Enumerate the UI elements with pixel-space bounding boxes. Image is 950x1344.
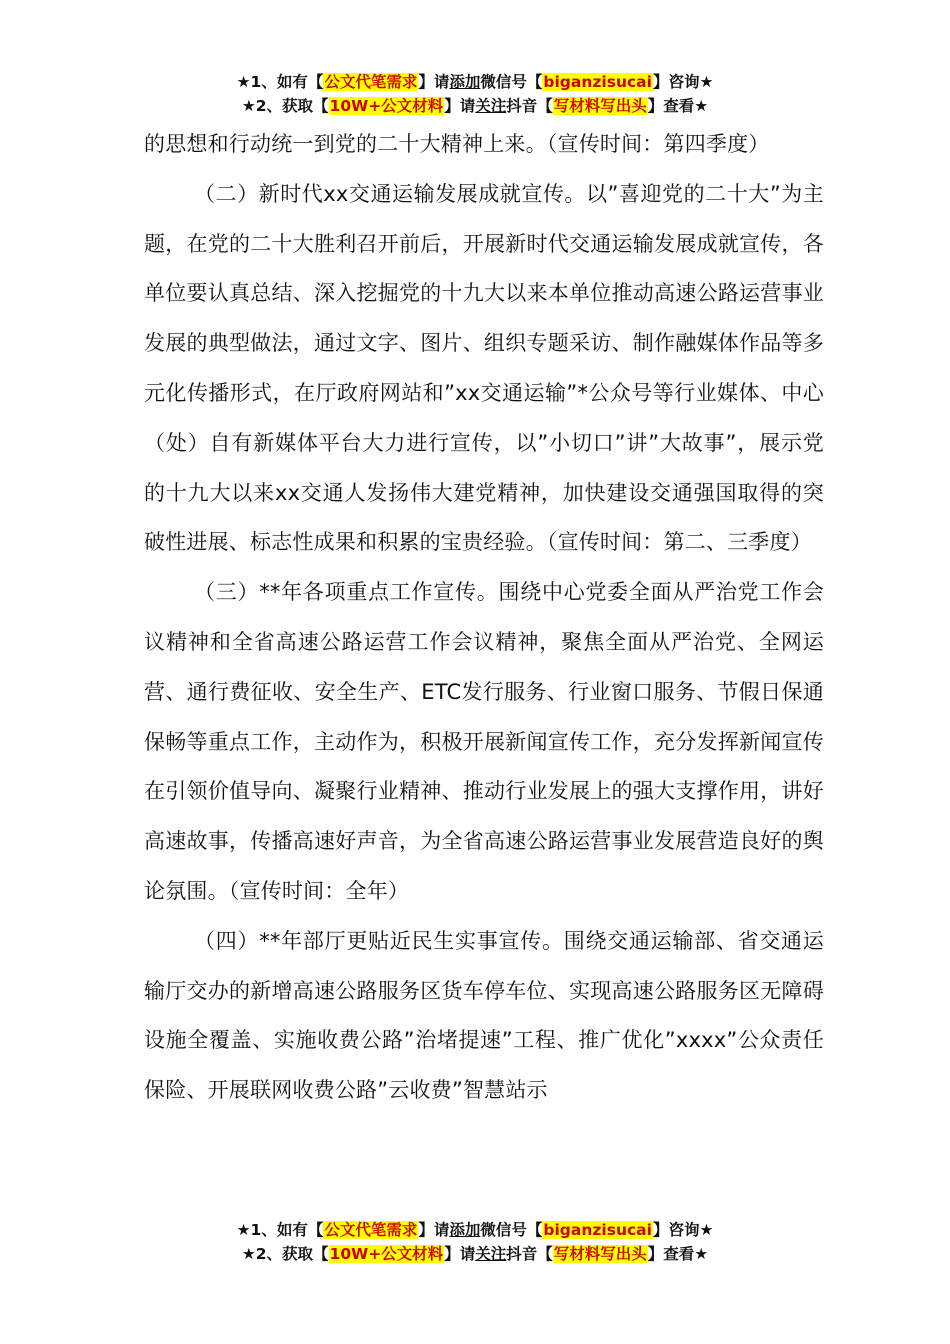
promo-text: ★2、获取【 — [241, 1245, 329, 1263]
promo-text: 】请 — [418, 1221, 450, 1239]
promo-underlined-text: 添加 — [449, 1221, 481, 1239]
promo-highlight: 10W+公文材料 — [329, 1245, 444, 1263]
promo-text: 】请 — [444, 1245, 476, 1263]
promo-text: 抖音【 — [506, 97, 553, 115]
promo-underlined-text: 添加 — [449, 73, 481, 91]
promo-highlight: 公文代笔需求 — [324, 1221, 418, 1239]
promo-text: 】查看★ — [647, 1245, 709, 1263]
promo-text: 微信号【 — [480, 73, 543, 91]
promo-highlight-douyin-id: 写材料写出头 — [553, 1245, 647, 1263]
paragraph-section-4: （四）**年部厅更贴近民生实事宣传。围绕交通运输部、省交通运输厅交办的新增高速公路服务区货车停车位、实现高速公路服务区无障碍设施全覆盖、实施收费公路”治堵提速”工程、推广优化”xxxx”公众责任保险、开展联网收费公路”云收费”智慧站示 — [144, 928, 824, 1103]
promo-text: 微信号【 — [480, 1221, 543, 1239]
promo-line-1 — [0, 71, 950, 95]
promo-text: ★2、获取【 — [241, 97, 329, 115]
promo-underlined-text: 关注 — [475, 1245, 507, 1263]
header-promo-banner — [0, 71, 950, 119]
paragraph-section-2: （二）新时代xx交通运输发展成就宣传。以”喜迎党的二十大”为主题，在党的二十大胜利召开前后，开展新时代交通运输发展成就宣传，各单位要认真总结、深入挖掘党的十九大以来本单位推动高速公路运营事业发展的典型做法，通过文字、图片、组织专题采访、制作融媒体作品等多元化传播形式，在厅政府网站和”xx交通运输”*公众号等行业媒体、中心（处）自有新媒体平台大力进行宣传，以”小切口”讲”大故事”，展示党的十九大以来xx交通人发扬伟大建党精神，加快建设交通强国取得的突破性进展、标志性成果和积累的宝贵经验。（宣传时间：第二、三季度） — [144, 181, 824, 555]
promo-text: 】咨询★ — [652, 73, 714, 91]
footer-promo-banner — [0, 1219, 950, 1267]
document-body — [144, 120, 824, 1116]
paragraph-continuation: 的思想和行动统一到党的二十大精神上来。（宣传时间：第四季度） — [144, 132, 770, 156]
promo-line-1 — [0, 1219, 950, 1243]
promo-text: 】请 — [418, 73, 450, 91]
promo-line-2 — [0, 1243, 950, 1267]
paragraph-section-3: （三）**年各项重点工作宣传。围绕中心党委全面从严治党工作会议精神和全省高速公路运营工作会议精神，聚焦全面从严治党、全网运营、通行费征收、安全生产、ETC发行服务、行业窗口服务、节假日保通保畅等重点工作，主动作为，积极开展新闻宣传工作，充分发挥新闻宣传在引领价值导向、凝聚行业精神、推动行业发展上的强大支撑作用，讲好高速故事，传播高速好声音，为全省高速公路运营事业发展营造良好的舆论氛围。（宣传时间：全年） — [144, 580, 824, 903]
promo-text: 】请 — [444, 97, 476, 115]
promo-underlined-text: 关注 — [475, 97, 507, 115]
promo-highlight-douyin-id: 写材料写出头 — [553, 97, 647, 115]
promo-text: 】查看★ — [647, 97, 709, 115]
promo-highlight-wechat-id: biganzisucai — [543, 73, 652, 91]
promo-text: 】咨询★ — [652, 1221, 714, 1239]
promo-text: ★1、如有【 — [236, 73, 324, 91]
promo-highlight: 10W+公文材料 — [329, 97, 444, 115]
promo-text: ★1、如有【 — [236, 1221, 324, 1239]
promo-highlight: 公文代笔需求 — [324, 73, 418, 91]
promo-line-2 — [0, 95, 950, 119]
promo-highlight-wechat-id: biganzisucai — [543, 1221, 652, 1239]
promo-text: 抖音【 — [506, 1245, 553, 1263]
